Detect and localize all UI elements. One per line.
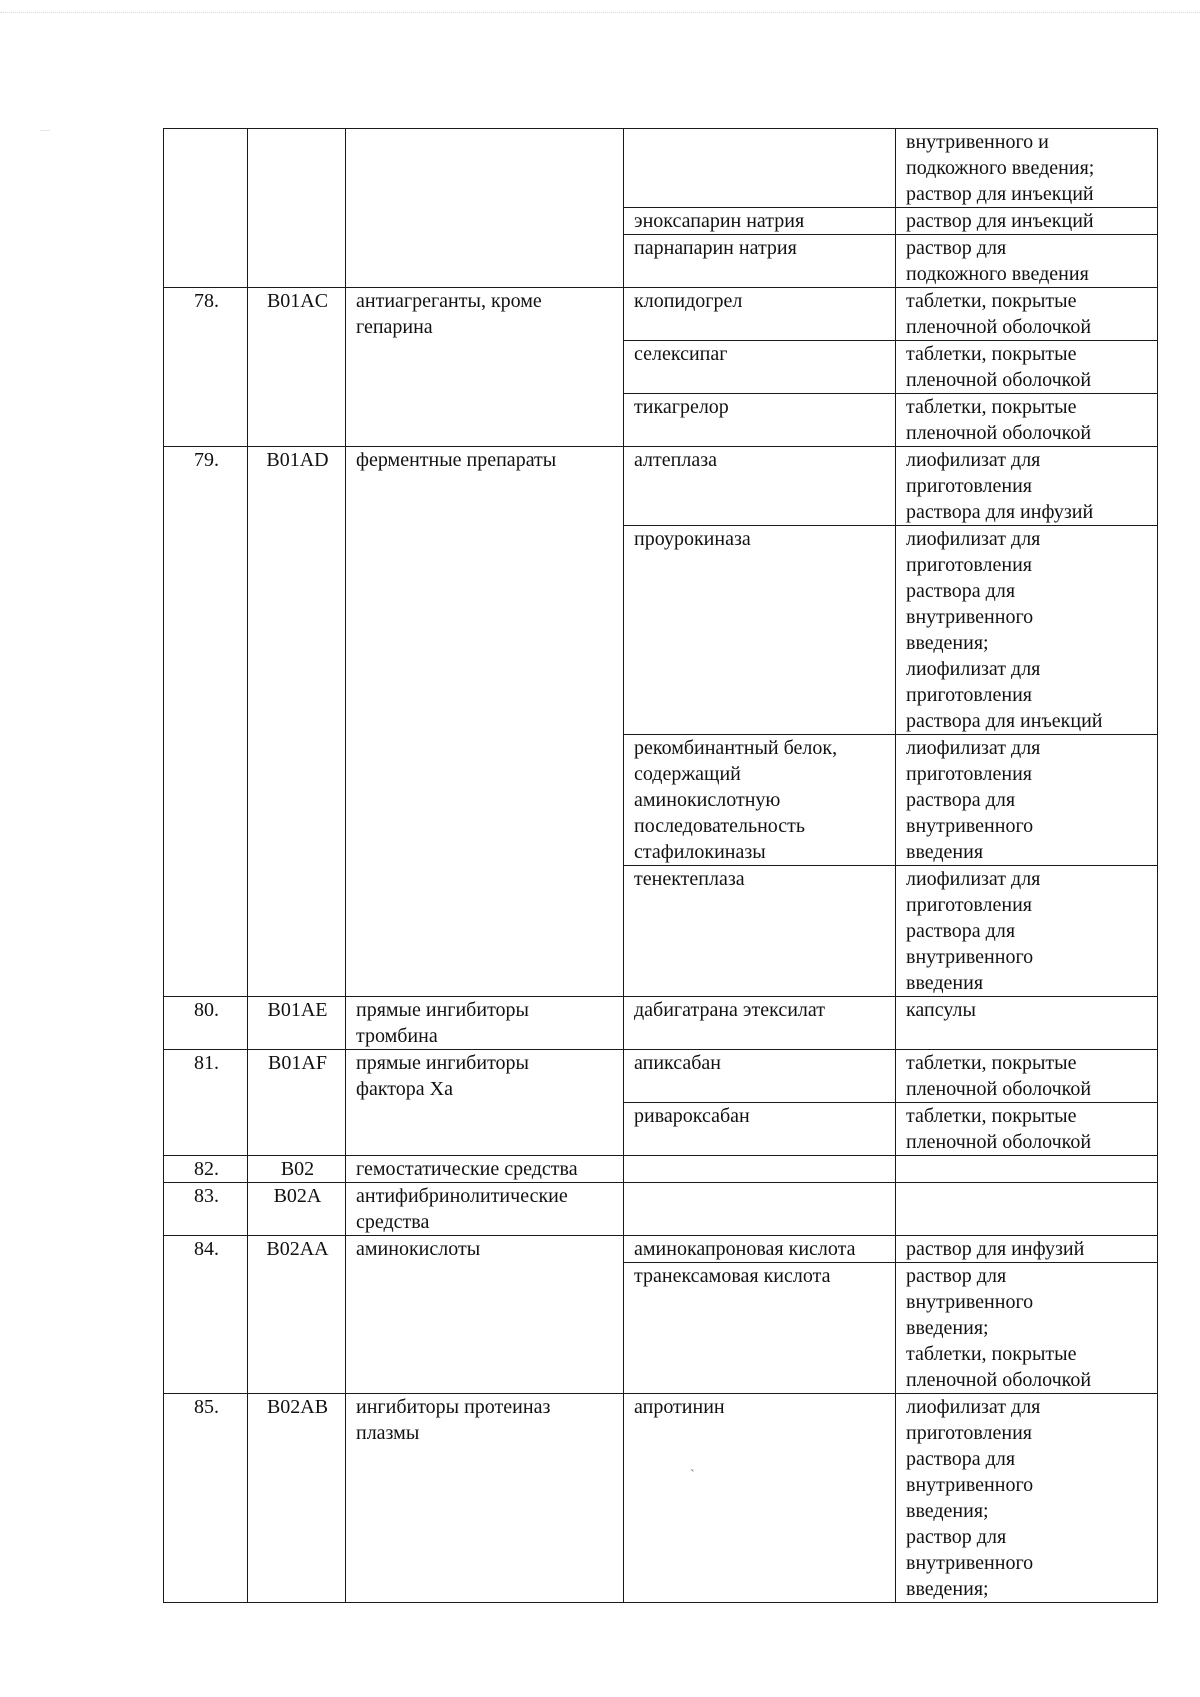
drug-name-cell: аминокапроновая кислота	[624, 1236, 896, 1263]
table-row	[164, 288, 1158, 341]
row-number-cell	[164, 129, 248, 288]
atc-code-cell: B01AC	[248, 288, 346, 447]
table-row	[164, 1394, 1158, 1603]
group-name-cell: прямые ингибиторы фактора Ха	[346, 1050, 624, 1156]
group-name-cell: антиагреганты, кроме гепарина	[346, 288, 624, 447]
atc-code-cell: B01AE	[248, 997, 346, 1050]
group-name-cell	[346, 129, 624, 288]
row-number-cell: 83.	[164, 1183, 248, 1236]
drug-name-cell	[624, 1183, 896, 1236]
dosage-form-cell: таблетки, покрытые пленочной оболочкой	[896, 341, 1158, 394]
atc-code-cell	[248, 129, 346, 288]
drug-name-cell: транексамовая кислота	[624, 1263, 896, 1394]
row-number-cell: 85.	[164, 1394, 248, 1603]
stray-mark: `	[690, 1468, 695, 1483]
row-number-cell: 79.	[164, 447, 248, 997]
atc-code-cell: B02AA	[248, 1236, 346, 1394]
row-number-cell: 84.	[164, 1236, 248, 1394]
dosage-form-cell: капсулы	[896, 997, 1158, 1050]
dosage-form-cell: раствор для инъекций	[896, 208, 1158, 235]
dosage-form-cell: таблетки, покрытые пленочной оболочкой	[896, 1103, 1158, 1156]
dosage-form-cell: лиофилизат для приготовления раствора для инфузий	[896, 447, 1158, 526]
atc-code-cell: B01AF	[248, 1050, 346, 1156]
table-body	[164, 129, 1158, 1603]
drug-name-cell: тикагрелор	[624, 394, 896, 447]
table-row	[164, 1050, 1158, 1103]
group-name-cell: ингибиторы протеиназ плазмы	[346, 1394, 624, 1603]
dosage-form-cell: раствор для внутривенного введения; таблетки, покрытые пленочной оболочкой	[896, 1263, 1158, 1394]
dosage-form-cell: лиофилизат для приготовления раствора для внутривенного введения	[896, 735, 1158, 866]
dosage-form-cell	[896, 1183, 1158, 1236]
atc-code-cell: B02A	[248, 1183, 346, 1236]
row-number-cell: 82.	[164, 1156, 248, 1183]
drug-name-cell: проурокиназа	[624, 526, 896, 735]
dosage-form-cell: лиофилизат для приготовления раствора для внутривенного введения; лиофилизат для приготовления раствора для инъекций	[896, 526, 1158, 735]
atc-code-cell: B02	[248, 1156, 346, 1183]
page-edge-mark	[0, 12, 1200, 14]
drug-name-cell: тенектеплаза	[624, 866, 896, 997]
group-name-cell: прямые ингибиторы тромбина	[346, 997, 624, 1050]
drug-list-table	[163, 128, 1158, 1603]
table-row	[164, 1183, 1158, 1236]
dosage-form-cell: лиофилизат для приготовления раствора для внутривенного введения; раствор для внутривенного введения;	[896, 1394, 1158, 1603]
scan-mark	[40, 130, 50, 132]
drug-name-cell: алтеплаза	[624, 447, 896, 526]
row-number-cell: 78.	[164, 288, 248, 447]
atc-code-cell: B01AD	[248, 447, 346, 997]
table-row	[164, 1236, 1158, 1263]
dosage-form-cell: таблетки, покрытые пленочной оболочкой	[896, 1050, 1158, 1103]
drug-name-cell: апиксабан	[624, 1050, 896, 1103]
drug-name-cell: клопидогрел	[624, 288, 896, 341]
dosage-form-cell	[896, 1156, 1158, 1183]
table-row	[164, 997, 1158, 1050]
table-row	[164, 447, 1158, 526]
drug-name-cell: селексипаг	[624, 341, 896, 394]
drug-name-cell: рекомбинантный белок, содержащий аминокислотную последовательность стафилокиназы	[624, 735, 896, 866]
dosage-form-cell: таблетки, покрытые пленочной оболочкой	[896, 394, 1158, 447]
group-name-cell: ферментные препараты	[346, 447, 624, 997]
dosage-form-cell: раствор для подкожного введения	[896, 235, 1158, 288]
group-name-cell: аминокислоты	[346, 1236, 624, 1394]
drug-name-cell: апротинин	[624, 1394, 896, 1603]
dosage-form-cell: лиофилизат для приготовления раствора для внутривенного введения	[896, 866, 1158, 997]
row-number-cell: 80.	[164, 997, 248, 1050]
drug-name-cell: ривароксабан	[624, 1103, 896, 1156]
drug-name-cell: дабигатрана этексилат	[624, 997, 896, 1050]
drug-name-cell: парнапарин натрия	[624, 235, 896, 288]
group-name-cell: гемостатические средства	[346, 1156, 624, 1183]
drug-name-cell: эноксапарин натрия	[624, 208, 896, 235]
table-row	[164, 1156, 1158, 1183]
dosage-form-cell: таблетки, покрытые пленочной оболочкой	[896, 288, 1158, 341]
table-row	[164, 129, 1158, 208]
group-name-cell: антифибринолитические средства	[346, 1183, 624, 1236]
atc-code-cell: B02AB	[248, 1394, 346, 1603]
drug-name-cell	[624, 129, 896, 208]
drug-name-cell	[624, 1156, 896, 1183]
dosage-form-cell: внутривенного и подкожного введения; раствор для инъекций	[896, 129, 1158, 208]
dosage-form-cell: раствор для инфузий	[896, 1236, 1158, 1263]
row-number-cell: 81.	[164, 1050, 248, 1156]
